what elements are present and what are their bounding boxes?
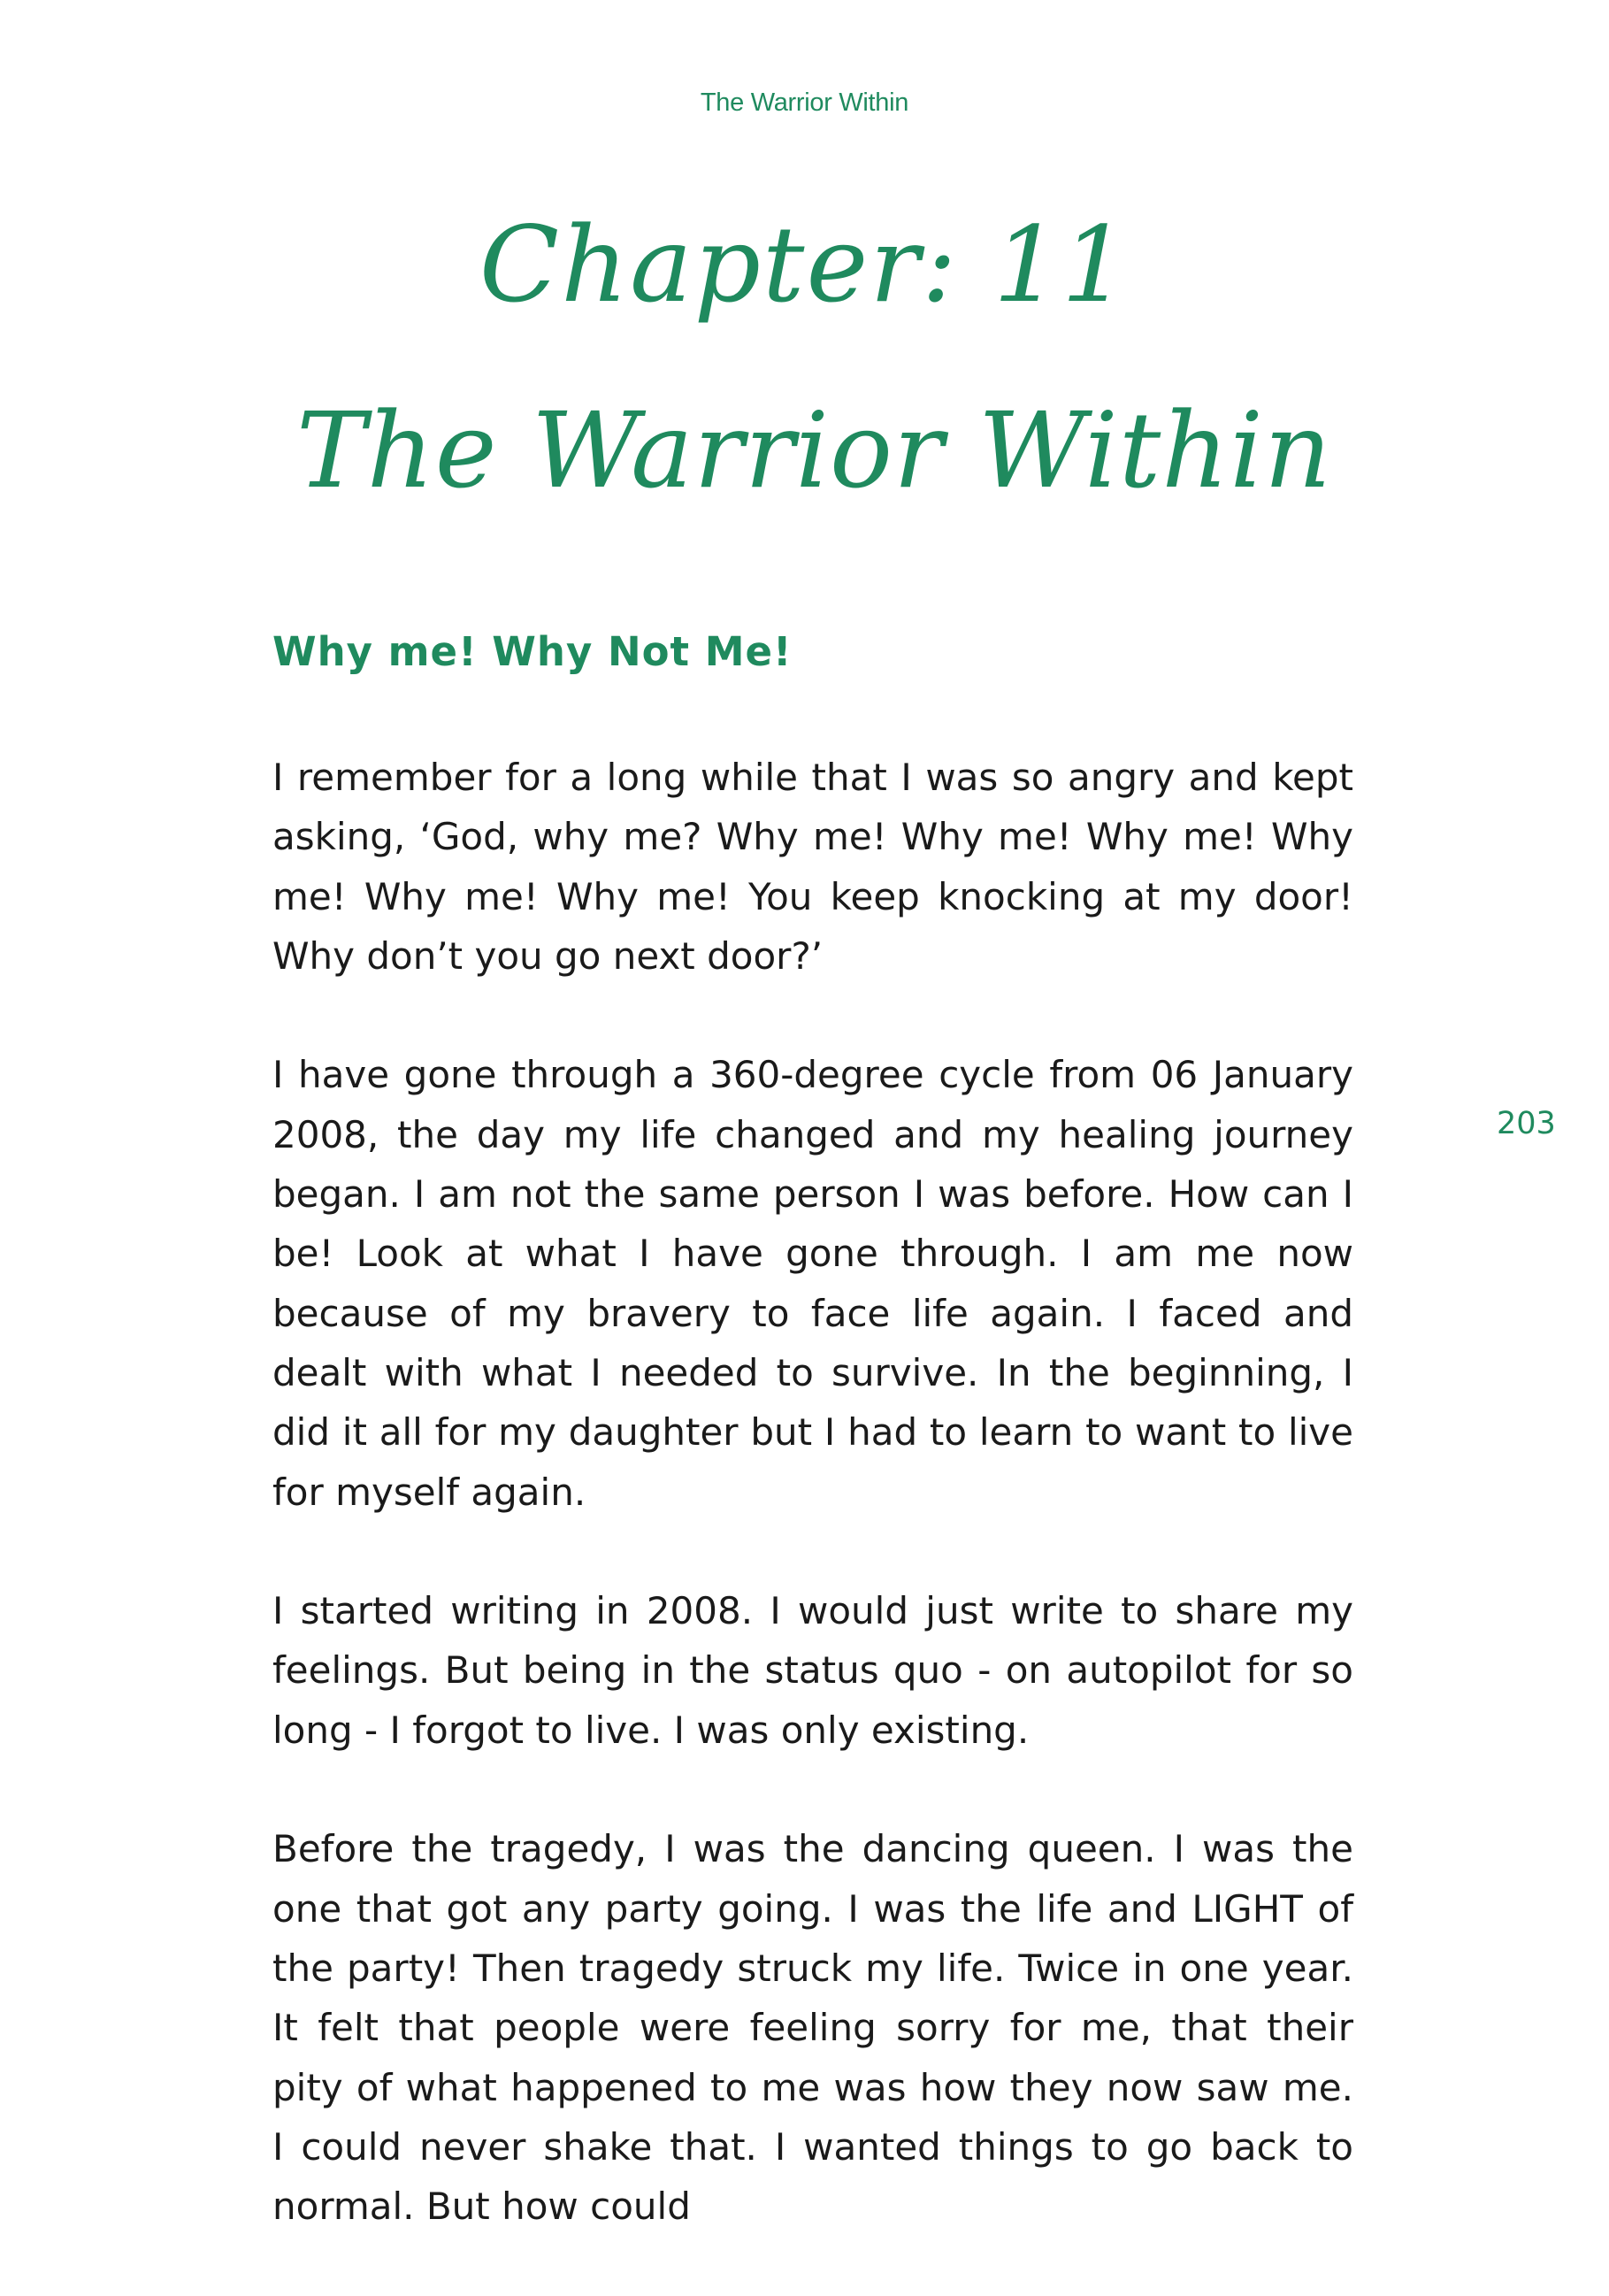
chapter-number: Chapter: 11: [479, 203, 1130, 326]
paragraph: I remember for a long while that I was so angry and kept asking, ‘God, why me? Why me! Why me! Why me! Why me! Why me! Why me! You keep knocking at my door! Why don’t you go next door?’: [272, 756, 1353, 978]
paragraph: I started writing in 2008. I would just write to share my feelings. But being in the status quo - on autopilot for so long - I forgot to live. I was only existing.: [272, 1589, 1353, 1752]
paragraph: Before the tragedy, I was the dancing queen. I was the one that got any party going. I was the life and LIGHT of the party! Then tragedy struck my life. Twice in one year. It felt that people were feeling sorry for me, that their pity of what happened to me was how they now saw me. I could never shake that. I wanted things to go back to normal. But how could: [272, 1827, 1353, 2229]
paragraph: I have gone through a 360-degree cycle from 06 January 2008, the day my life changed and my healing journey began. I am not the same person I was before. How can I be! Look at what I have gone through. I am me now because of my bravery to face life again. I faced and dealt with what I needed to survive. In the beginning, I did it all for my daughter but I had to learn to want to live for myself again.: [272, 1053, 1353, 1514]
body-text: [272, 748, 1353, 2296]
running-header: The Warrior Within: [700, 88, 909, 117]
chapter-title: The Warrior Within: [296, 389, 1333, 511]
page-number: 203: [1497, 1106, 1556, 1141]
section-heading: Why me! Why Not Me!: [272, 628, 793, 675]
